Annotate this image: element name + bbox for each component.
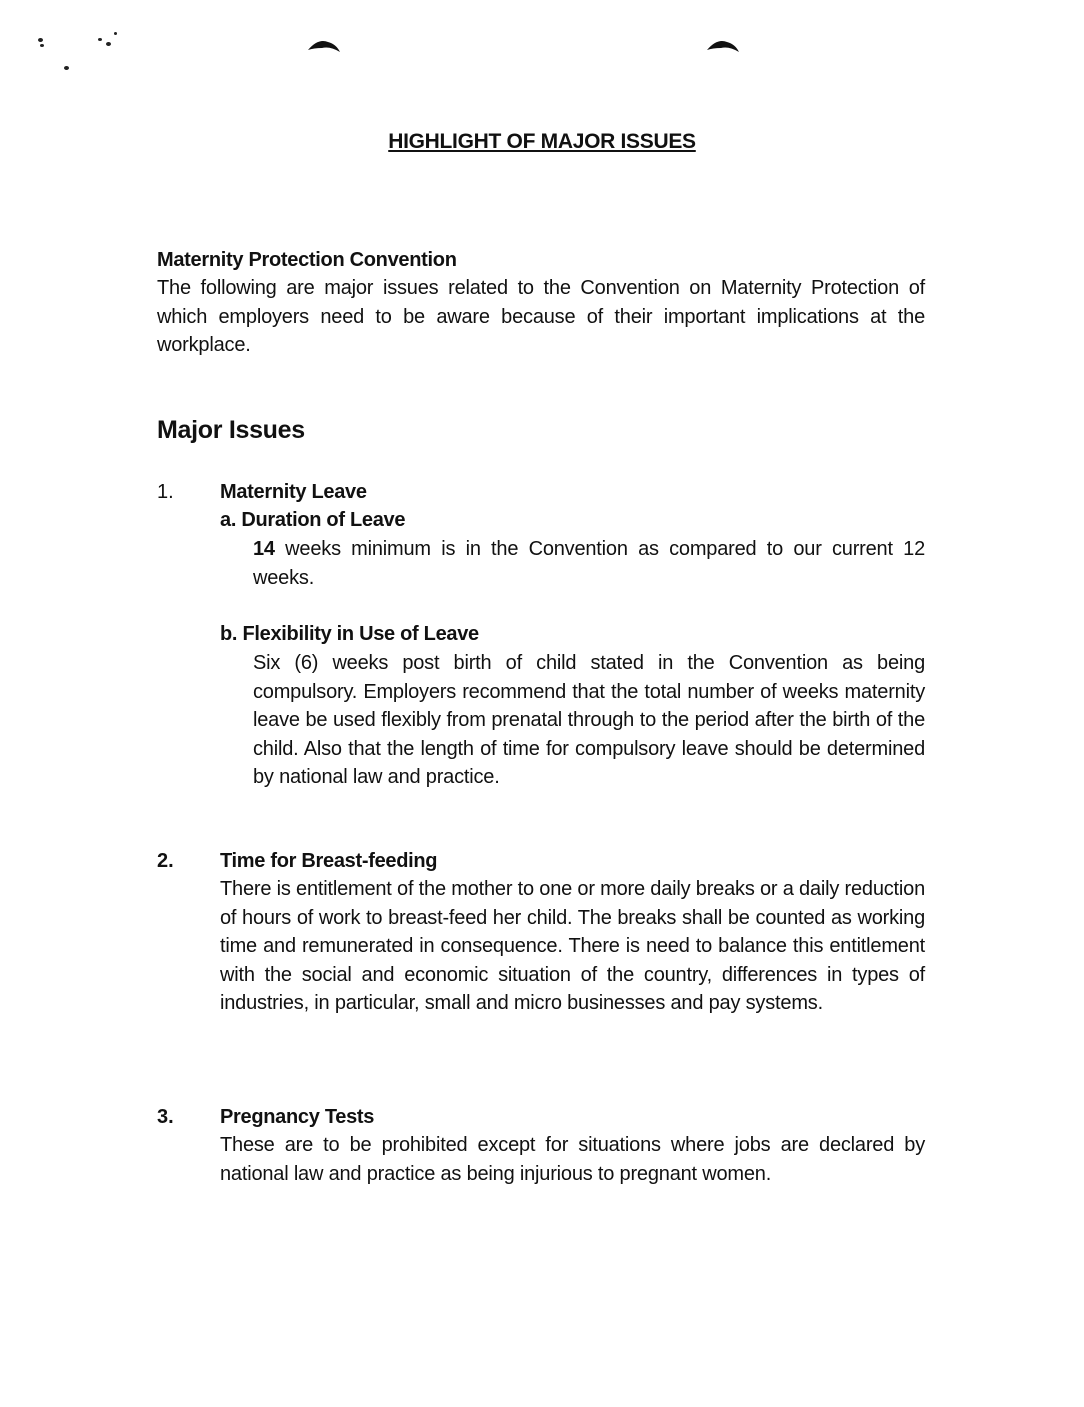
subitem-label: a. [220, 509, 237, 531]
item-number: 1. [157, 481, 174, 503]
subitem-paragraph: Six (6) weeks post birth of child stated in the Convention as being compulsory. Employers recommend that the total number of weeks maternity leave be used flexibly from prenatal through to the period after the birth of the child. Also that the length of time for compulsory leave should be determined by national law and practice. [253, 652, 925, 788]
scan-speck [64, 66, 69, 70]
intro-paragraph: The following are major issues related to the Convention on Maternity Protection of which employers need to be aware because of their important implications at the workplace. [157, 277, 925, 356]
scan-speck [114, 32, 117, 35]
subitem-paragraph [253, 535, 925, 592]
subitem-title: Duration of Leave [241, 509, 406, 531]
major-issues-heading: Major Issues [157, 416, 305, 444]
item-title: Maternity Leave [220, 481, 367, 503]
item-section [220, 847, 925, 1018]
subitem-heading [220, 506, 405, 534]
item-number: 3. [157, 1106, 174, 1128]
scan-speck [40, 44, 44, 47]
item-title: Pregnancy Tests [220, 1106, 375, 1128]
scan-speck [98, 38, 102, 41]
intro-section [157, 246, 925, 360]
subitem-lead-number: 14 [253, 538, 275, 560]
item-section [220, 1103, 925, 1188]
subitem-label: b. [220, 623, 238, 645]
item-paragraph: There is entitlement of the mother to one or more daily breaks or a daily reduction of hours of work to breast-feed her child. The breaks shall be counted as working time and remunerated in consequence. There is need to balance this entitlement with the social and economic situation of the country, differences in types of industries, in particular, small and micro businesses and pay systems. [220, 878, 925, 1014]
item-title: Time for Breast-feeding [220, 850, 438, 872]
scan-speck [38, 38, 43, 42]
item-paragraph: These are to be prohibited except for situations where jobs are declared by national law and practice as being injurious to pregnant women. [220, 1134, 925, 1185]
hole-punch-mark [306, 36, 342, 56]
subitem-heading [220, 620, 479, 648]
item-number: 2. [157, 850, 174, 872]
intro-heading: Maternity Protection Convention [157, 249, 457, 271]
hole-punch-mark [705, 36, 741, 56]
subitem-text: weeks minimum is in the Convention as compared to our current 12 weeks. [253, 538, 925, 589]
subitem-title: Flexibility in Use of Leave [242, 623, 479, 645]
scan-speck [106, 42, 111, 46]
document-title: HIGHLIGHT OF MAJOR ISSUES [388, 130, 696, 153]
